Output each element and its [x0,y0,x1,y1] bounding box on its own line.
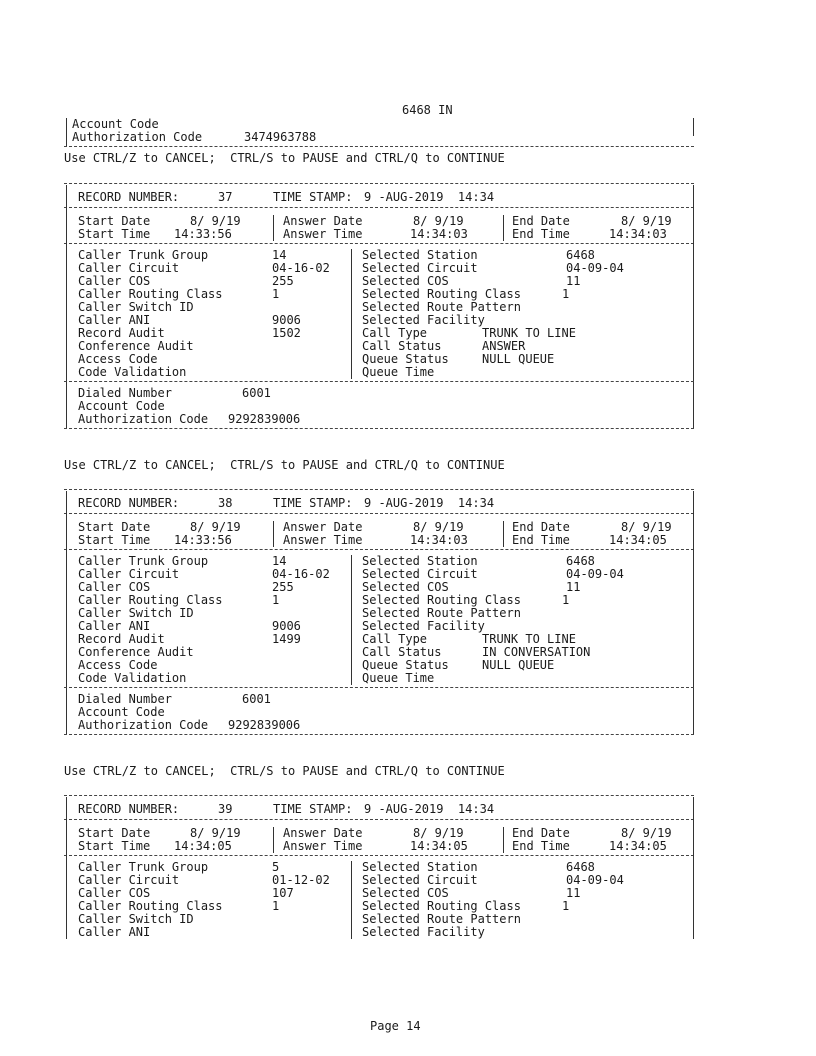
selected-circuit-label: Selected Circuit [362,873,478,887]
call-status-label: Call Status [362,339,442,353]
start-time-value: 14:34:05 [174,839,232,853]
caller-cos-label: Caller COS [78,274,151,288]
divider [64,146,694,147]
control-notice: Use CTRL/Z to CANCEL; CTRL/S to PAUSE and CTRL/Q to CONTINUE [64,764,505,778]
selected-facility-label: Selected Facility [362,619,485,633]
caller-ani-value: 9006 [272,619,301,633]
caller-routing-class-label: Caller Routing Class [78,593,223,607]
time-stamp-value: 9 -AUG-2019 14:34 [364,496,495,510]
selected-routing-class-label: Selected Routing Class [362,593,521,607]
dialed-number-value: 6001 [242,692,271,706]
page-number: Page 14 [370,1019,421,1033]
caller-circuit-value: 04-16-02 [272,567,330,581]
end-time-value: 14:34:03 [609,227,667,241]
queue-status-value: NULL QUEUE [482,658,555,672]
caller-cos-value: 255 [272,274,294,288]
column-separator [273,521,274,547]
caller-trunk-group-value: 14 [272,554,287,568]
column-separator [273,215,274,241]
selected-facility-label: Selected Facility [362,313,485,327]
start-date-value: 8/ 9/19 [190,214,241,228]
answer-date-label: Answer Date [283,214,363,228]
answer-time-label: Answer Time [283,533,363,547]
record-audit-value: 1499 [272,632,301,646]
call-status-value: IN CONVERSATION [482,645,591,659]
record-dates-divider [64,243,694,244]
selected-cos-label: Selected COS [362,274,449,288]
record-top-divider [64,183,694,184]
record-number-value: 39 [218,802,233,816]
record-bottom-divider [64,428,694,429]
border-left [66,491,67,735]
selected-circuit-value: 04-09-04 [566,567,624,581]
start-time-label: Start Time [78,533,151,547]
record-detail-divider [64,381,694,382]
end-date-label: End Date [512,826,570,840]
selected-cos-label: Selected COS [362,580,449,594]
caller-routing-class-value: 1 [272,593,280,607]
selected-circuit-value: 04-09-04 [566,873,624,887]
queue-status-value: NULL QUEUE [482,352,555,366]
start-date-value: 8/ 9/19 [190,520,241,534]
caller-trunk-group-label: Caller Trunk Group [78,248,209,262]
caller-circuit-value: 04-16-02 [272,261,330,275]
selected-routing-class-value: 1 [562,593,570,607]
code-validation-label: Code Validation [78,365,187,379]
end-time-value: 14:34:05 [609,839,667,853]
conference-audit-label: Conference Audit [78,339,194,353]
caller-cos-label: Caller COS [78,886,151,900]
top-account-code-label: Account Code [72,117,159,131]
border-left [66,797,67,939]
caller-cos-value: 255 [272,580,294,594]
access-code-label: Access Code [78,658,158,672]
start-time-value: 14:33:56 [174,533,232,547]
call-type-value: TRUNK TO LINE [482,326,576,340]
record-top-divider [64,795,694,796]
end-time-label: End Time [512,227,570,241]
selected-cos-value: 11 [566,274,581,288]
caller-ani-label: Caller ANI [78,619,151,633]
account-code-label: Account Code [78,705,165,719]
start-time-label: Start Time [78,839,151,853]
selected-station-value: 6468 [566,554,595,568]
call-status-value: ANSWER [482,339,526,353]
selected-station-label: Selected Station [362,554,478,568]
selected-routing-class-label: Selected Routing Class [362,287,521,301]
caller-circuit-label: Caller Circuit [78,261,180,275]
answer-time-value: 14:34:05 [410,839,468,853]
border-right [693,118,694,136]
answer-date-value: 8/ 9/19 [413,214,464,228]
column-separator [273,827,274,853]
column-separator [503,827,504,853]
time-stamp-label: TIME STAMP: [273,496,353,510]
caller-switch-id-label: Caller Switch ID [78,606,194,620]
caller-circuit-value: 01-12-02 [272,873,330,887]
time-stamp-value: 9 -AUG-2019 14:34 [364,190,495,204]
end-time-label: End Time [512,839,570,853]
caller-ani-label: Caller ANI [78,925,151,939]
record-audit-label: Record Audit [78,326,165,340]
time-stamp-label: TIME STAMP: [273,802,353,816]
call-type-value: TRUNK TO LINE [482,632,576,646]
answer-date-value: 8/ 9/19 [413,826,464,840]
column-separator [351,861,352,939]
caller-cos-value: 107 [272,886,294,900]
caller-trunk-group-value: 14 [272,248,287,262]
caller-cos-label: Caller COS [78,580,151,594]
queue-status-label: Queue Status [362,658,449,672]
answer-time-value: 14:34:03 [410,227,468,241]
selected-route-pattern-label: Selected Route Pattern [362,300,521,314]
start-date-value: 8/ 9/19 [190,826,241,840]
control-notice: Use CTRL/Z to CANCEL; CTRL/S to PAUSE and CTRL/Q to CONTINUE [64,458,505,472]
answer-date-value: 8/ 9/19 [413,520,464,534]
report-header: 6468 IN [402,103,453,117]
column-separator [351,555,352,685]
column-separator [503,521,504,547]
caller-routing-class-label: Caller Routing Class [78,287,223,301]
end-time-value: 14:34:05 [609,533,667,547]
caller-ani-label: Caller ANI [78,313,151,327]
border-left [66,118,67,146]
queue-status-label: Queue Status [362,352,449,366]
selected-cos-value: 11 [566,886,581,900]
caller-switch-id-label: Caller Switch ID [78,300,194,314]
selected-route-pattern-label: Selected Route Pattern [362,912,521,926]
caller-trunk-group-value: 5 [272,860,280,874]
start-time-label: Start Time [78,227,151,241]
record-number-label: RECORD NUMBER: [78,496,180,510]
account-code-label: Account Code [78,399,165,413]
caller-trunk-group-label: Caller Trunk Group [78,554,209,568]
end-date-value: 8/ 9/19 [621,214,672,228]
record-number-label: RECORD NUMBER: [78,802,180,816]
dialed-number-label: Dialed Number [78,692,172,706]
record-header-divider [64,207,694,208]
record-number-label: RECORD NUMBER: [78,190,180,204]
end-date-label: End Date [512,520,570,534]
caller-circuit-label: Caller Circuit [78,873,180,887]
answer-time-value: 14:34:03 [410,533,468,547]
end-date-label: End Date [512,214,570,228]
call-type-label: Call Type [362,326,428,340]
answer-time-label: Answer Time [283,839,363,853]
time-stamp-label: TIME STAMP: [273,190,353,204]
answer-date-label: Answer Date [283,826,363,840]
selected-circuit-value: 04-09-04 [566,261,624,275]
start-time-value: 14:33:56 [174,227,232,241]
border-right [693,491,694,735]
caller-routing-class-label: Caller Routing Class [78,899,223,913]
caller-trunk-group-label: Caller Trunk Group [78,860,209,874]
border-right [693,797,694,939]
record-audit-label: Record Audit [78,632,165,646]
end-date-value: 8/ 9/19 [621,520,672,534]
queue-time-label: Queue Time [362,671,435,685]
selected-circuit-label: Selected Circuit [362,567,478,581]
answer-time-label: Answer Time [283,227,363,241]
code-validation-label: Code Validation [78,671,187,685]
start-date-label: Start Date [78,826,151,840]
column-separator [503,215,504,241]
dialed-number-label: Dialed Number [78,386,172,400]
authorization-code-label: Authorization Code [78,718,209,732]
selected-cos-value: 11 [566,580,581,594]
selected-station-label: Selected Station [362,860,478,874]
record-bottom-divider [64,734,694,735]
border-right [693,185,694,429]
selected-routing-class-label: Selected Routing Class [362,899,521,913]
record-top-divider [64,489,694,490]
selected-facility-label: Selected Facility [362,925,485,939]
selected-routing-class-value: 1 [562,899,570,913]
record-number-value: 38 [218,496,233,510]
authorization-code-value: 9292839006 [228,412,301,426]
start-date-label: Start Date [78,214,151,228]
caller-circuit-label: Caller Circuit [78,567,180,581]
access-code-label: Access Code [78,352,158,366]
control-notice: Use CTRL/Z to CANCEL; CTRL/S to PAUSE and CTRL/Q to CONTINUE [64,151,505,165]
caller-routing-class-value: 1 [272,287,280,301]
time-stamp-value: 9 -AUG-2019 14:34 [364,802,495,816]
selected-circuit-label: Selected Circuit [362,261,478,275]
selected-route-pattern-label: Selected Route Pattern [362,606,521,620]
end-date-value: 8/ 9/19 [621,826,672,840]
record-audit-value: 1502 [272,326,301,340]
end-time-label: End Time [512,533,570,547]
dialed-number-value: 6001 [242,386,271,400]
start-date-label: Start Date [78,520,151,534]
call-status-label: Call Status [362,645,442,659]
selected-station-value: 6468 [566,248,595,262]
call-type-label: Call Type [362,632,428,646]
authorization-code-label: Authorization Code [78,412,209,426]
record-header-divider [64,513,694,514]
caller-ani-value: 9006 [272,313,301,327]
queue-time-label: Queue Time [362,365,435,379]
selected-cos-label: Selected COS [362,886,449,900]
record-dates-divider [64,855,694,856]
selected-station-value: 6468 [566,860,595,874]
column-separator [351,249,352,379]
record-dates-divider [64,549,694,550]
top-auth-code-value: 3474963788 [244,130,317,144]
answer-date-label: Answer Date [283,520,363,534]
record-header-divider [64,819,694,820]
caller-switch-id-label: Caller Switch ID [78,912,194,926]
authorization-code-value: 9292839006 [228,718,301,732]
record-detail-divider [64,687,694,688]
selected-station-label: Selected Station [362,248,478,262]
selected-routing-class-value: 1 [562,287,570,301]
conference-audit-label: Conference Audit [78,645,194,659]
top-auth-code-label: Authorization Code [72,130,203,144]
border-left [66,185,67,429]
record-number-value: 37 [218,190,233,204]
caller-routing-class-value: 1 [272,899,280,913]
